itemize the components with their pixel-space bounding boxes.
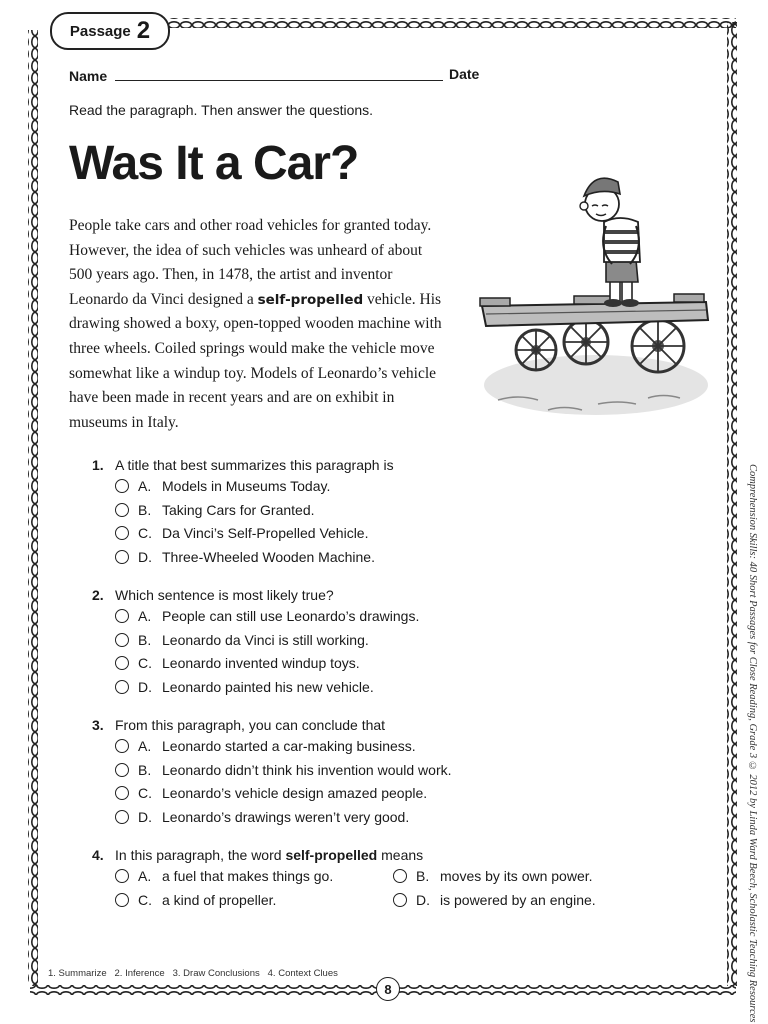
option-text: Three-Wheeled Wooden Machine. [162, 548, 375, 565]
date-label: Date [449, 66, 480, 82]
answer-option-2c[interactable] [92, 652, 419, 676]
answer-option-2a[interactable] [92, 605, 419, 629]
option-letter: B. [138, 761, 152, 778]
answer-option-1c[interactable] [92, 522, 394, 546]
skills-footer: 1. Summarize 2. Inference 3. Draw Conclusions 4. Context Clues [48, 968, 338, 979]
answer-bubble[interactable] [115, 763, 129, 777]
option-letter: B. [138, 631, 152, 648]
question-number: 1. [92, 457, 104, 473]
passage-label: Passage [69, 22, 131, 40]
answer-bubble[interactable] [115, 526, 129, 540]
option-text: is powered by an engine. [440, 891, 596, 908]
question-stem [92, 585, 419, 605]
option-text: Leonardo’s drawings weren’t very good. [162, 808, 410, 825]
answer-option-4a[interactable] [92, 865, 370, 889]
option-letter: A. [138, 738, 152, 754]
question-bold-word: self-propelled [285, 847, 378, 863]
option-text: moves by its own power. [440, 868, 593, 884]
answer-option-3a[interactable] [92, 735, 452, 759]
question-text-2: means [377, 847, 424, 863]
answer-bubble[interactable] [393, 869, 407, 883]
answer-option-4d[interactable] [370, 889, 630, 913]
question-text-1: In this paragraph, the word [115, 847, 286, 863]
question-stem [92, 455, 394, 475]
option-letter: A. [138, 478, 152, 494]
answer-option-3b[interactable] [92, 759, 452, 783]
date-row [449, 66, 481, 82]
answer-option-1d[interactable] [92, 546, 394, 570]
option-letter: C. [138, 655, 152, 671]
option-letter: C. [138, 891, 152, 908]
answer-option-1b[interactable] [92, 499, 394, 523]
option-letter: D. [416, 891, 430, 908]
answer-bubble[interactable] [115, 479, 129, 493]
question-text: A title that best summarizes this paragraph is [115, 457, 394, 473]
answer-option-3c[interactable] [92, 782, 452, 806]
option-letter: D. [138, 808, 152, 825]
answer-bubble[interactable] [115, 810, 129, 824]
question-1 [92, 455, 394, 569]
question-number: 3. [92, 717, 104, 733]
name-input-line[interactable] [115, 66, 443, 81]
answer-bubble[interactable] [115, 786, 129, 800]
answer-bubble[interactable] [115, 550, 129, 564]
page-number: 8 [376, 977, 400, 1001]
side-credit: Comprehension Skills: 40 Short Passages for Close Reading, Grade 3 © 2012 by Linda Ward Beech, Scholastic Teaching Resources [747, 464, 758, 1023]
question-number: 2. [92, 587, 104, 603]
boy-on-cart-illustration [478, 160, 714, 428]
answer-bubble[interactable] [115, 609, 129, 623]
option-letter: D. [138, 548, 152, 565]
option-letter: C. [138, 525, 152, 541]
answer-bubble[interactable] [115, 680, 129, 694]
name-label: Name [69, 68, 108, 84]
passage-tab [50, 12, 170, 50]
option-text: Leonardo da Vinci is still working. [162, 631, 369, 648]
name-row [69, 66, 443, 84]
option-text: Leonardo started a car-making business. [162, 738, 416, 754]
option-text: Leonardo’s vehicle design amazed people. [162, 785, 428, 801]
option-text: People can still use Leonardo’s drawings. [162, 608, 420, 624]
answer-bubble[interactable] [115, 893, 129, 907]
answer-bubble[interactable] [115, 656, 129, 670]
option-letter: B. [138, 501, 152, 518]
question-stem [92, 845, 630, 865]
question-3 [92, 715, 452, 829]
answer-bubble[interactable] [393, 893, 407, 907]
option-text: Leonardo painted his new vehicle. [162, 678, 374, 695]
answer-bubble[interactable] [115, 503, 129, 517]
instructions: Read the paragraph. Then answer the questions. [69, 102, 374, 118]
answer-option-3d[interactable] [92, 806, 452, 830]
answer-options-grid [92, 865, 630, 912]
question-text: From this paragraph, you can conclude that [115, 717, 386, 733]
option-text: Leonardo didn’t think his invention would work. [162, 761, 452, 778]
answer-option-4b[interactable] [370, 865, 630, 889]
option-text: a kind of propeller. [162, 891, 277, 908]
option-letter: B. [416, 868, 430, 884]
question-2 [92, 585, 419, 699]
answer-option-4c[interactable] [92, 889, 370, 913]
question-number: 4. [92, 847, 104, 863]
passage-title: Was It a Car? [69, 137, 359, 190]
option-text: Leonardo invented windup toys. [162, 655, 360, 671]
answer-option-1a[interactable] [92, 475, 394, 499]
paragraph-text-2: vehicle. His drawing showed a boxy, open-topped wooden machine with three wheels. Coiled springs would make the vehicle move somewhat like a windup toy. Models of Leonardo’s vehicle have been made in recent years and are on exhibit in museums in Italy. [69, 290, 442, 431]
reading-paragraph [69, 214, 449, 435]
question-text: Which sentence is most likely true? [115, 587, 334, 603]
option-letter: A. [138, 868, 152, 884]
option-letter: D. [138, 678, 152, 695]
answer-bubble[interactable] [115, 633, 129, 647]
answer-option-2d[interactable] [92, 676, 419, 700]
option-text: Da Vinci’s Self-Propelled Vehicle. [162, 525, 369, 541]
option-text: a fuel that makes things go. [162, 868, 334, 884]
passage-number: 2 [136, 17, 151, 44]
answer-bubble[interactable] [115, 869, 129, 883]
answer-option-2b[interactable] [92, 629, 419, 653]
paragraph-text-1: People take cars and other road vehicles for granted today. However, the idea of such vehicles was unheard of about 500 years ago. Then, in 1478, the artist and inventor Leonardo da Vinci designed a [69, 217, 432, 308]
paragraph-bold-word: self-propelled [257, 291, 364, 308]
option-letter: A. [138, 608, 152, 624]
option-text: Models in Museums Today. [162, 478, 331, 494]
option-text: Taking Cars for Granted. [162, 501, 315, 518]
answer-bubble[interactable] [115, 739, 129, 753]
question-stem [92, 715, 452, 735]
option-letter: C. [138, 785, 152, 801]
question-4 [92, 845, 630, 912]
